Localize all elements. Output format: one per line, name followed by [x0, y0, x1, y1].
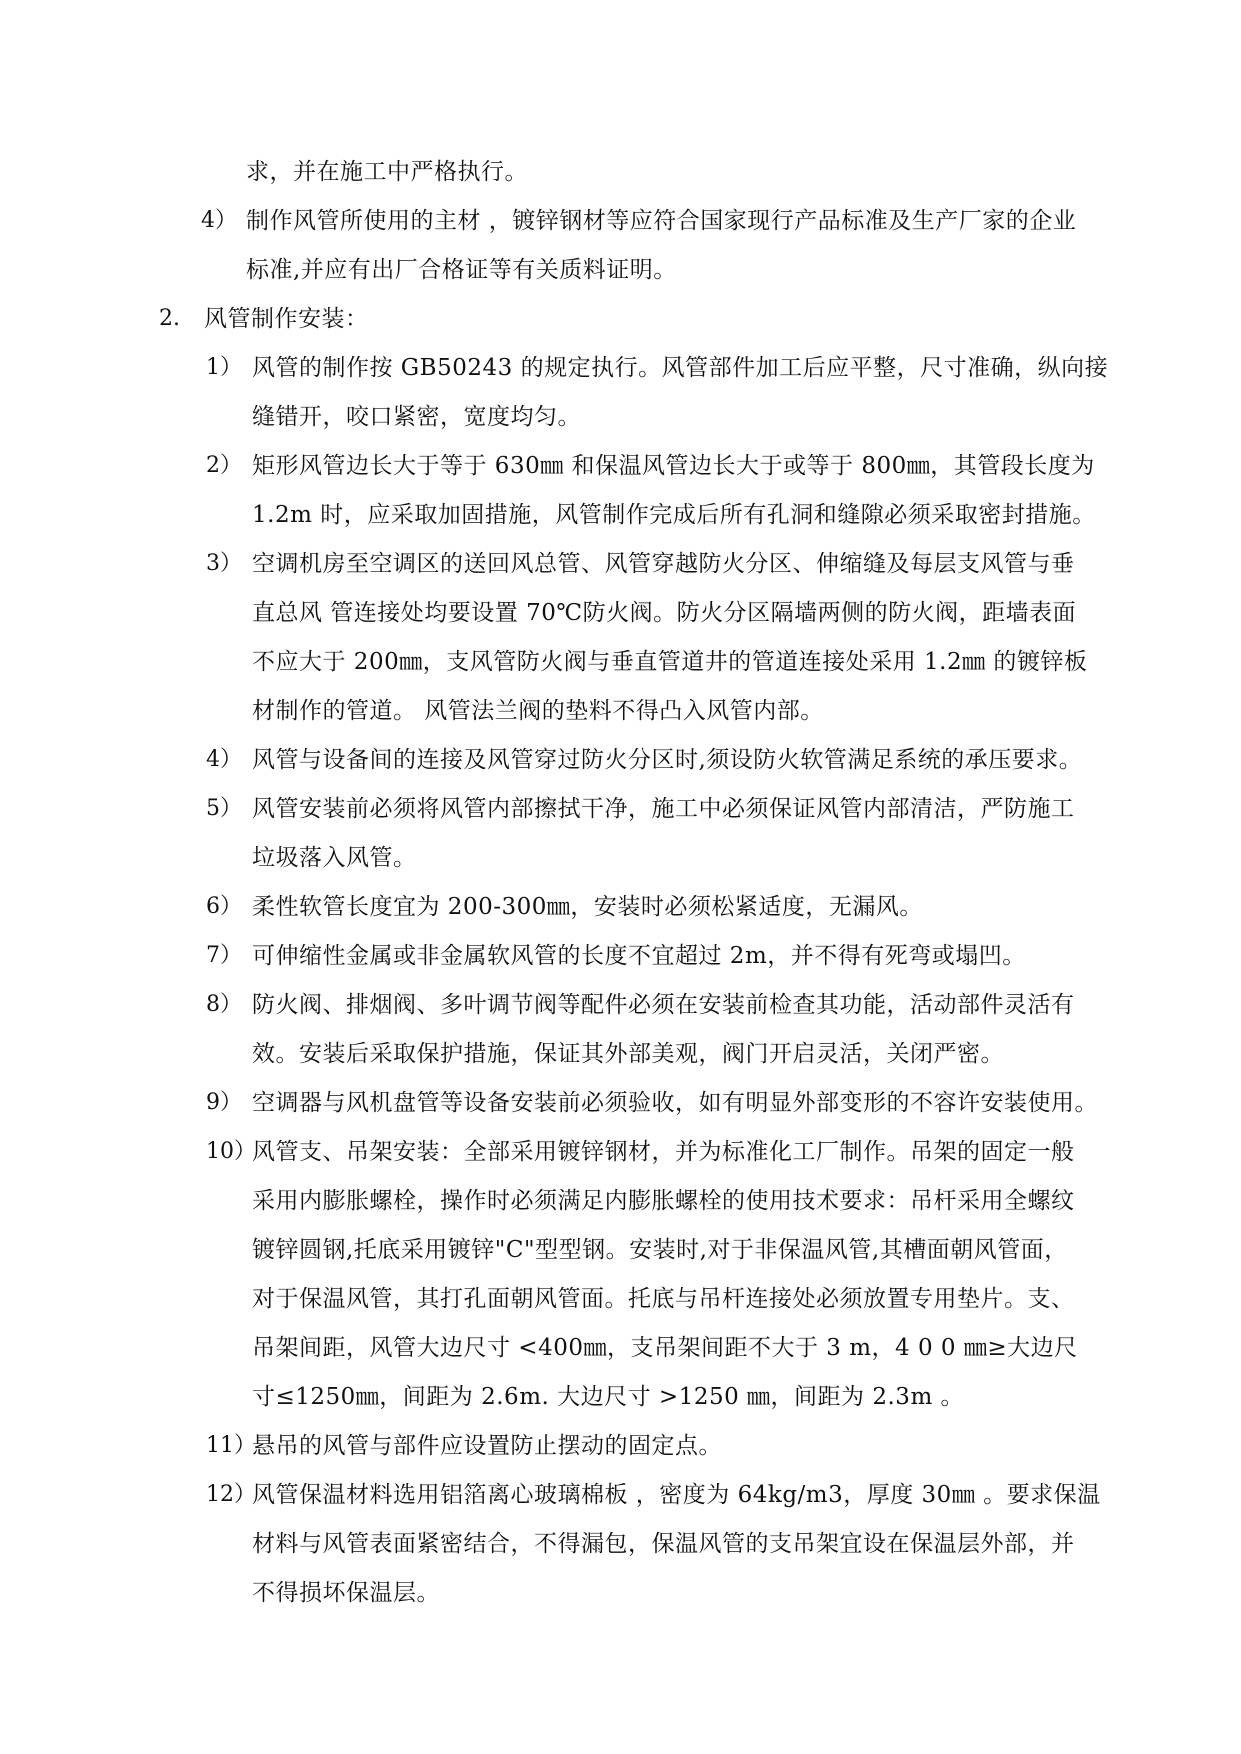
item-number: 6）	[206, 894, 242, 919]
item-line: 风管与设备间的连接及风管穿过防火分区时,须设防火软管满足系统的承压要求。	[252, 747, 1083, 773]
item-line: 风管的制作按 GB50243 的规定执行。风管部件加工后应平整，尺寸准确，纵向接	[252, 355, 1109, 381]
item-number: 2）	[206, 453, 242, 478]
section-2-title: 风管制作安装：	[204, 306, 369, 332]
item-line: 直总风 管连接处均要设置 70℃防火阀。防火分区隔墙两侧的防火阀，距墙表面	[252, 600, 1077, 626]
item-line: 缝错开，咬口紧密，宽度均匀。	[252, 404, 581, 430]
item-4-line-2: 标准,并应有出厂合格证等有关质料证明。	[246, 257, 677, 283]
item-line: 空调器与风机盘管等设备安装前必须验收，如有明显外部变形的不容许安装使用。	[252, 1090, 1098, 1116]
item-number: 1）	[206, 355, 242, 380]
item-number: 3）	[206, 551, 242, 576]
item-4-number: 4）	[201, 208, 237, 233]
item-line: 1.2m 时，应采取加固措施，风管制作完成后所有孔洞和缝隙必须采取密封措施。	[252, 502, 1096, 528]
item-number: 5）	[206, 796, 242, 821]
item-number: 12）	[206, 1482, 256, 1507]
item-line: 风管安装前必须将风管内部擦拭干净，施工中必须保证风管内部清洁，严防施工	[252, 796, 1075, 822]
item-line: 悬吊的风管与部件应设置防止摆动的固定点。	[252, 1433, 722, 1459]
item-line: 风管保温材料选用铝箔离心玻璃棉板 ，密度为 64kg/m3，厚度 30㎜ 。要求保温	[252, 1482, 1101, 1508]
item-line: 空调机房至空调区的送回风总管、风管穿越防火分区、伸缩缝及每层支风管与垂	[252, 551, 1075, 577]
item-line: 可伸缩性金属或非金属软风管的长度不宜超过 2m，并不得有死弯或塌凹。	[252, 943, 1026, 969]
item-line: 效。安装后采取保护措施，保证其外部美观，阀门开启灵活，关闭严密。	[252, 1041, 1004, 1067]
item-number: 8）	[206, 992, 242, 1017]
item-line: 采用内膨胀螺栓，操作时必须满足内膨胀螺栓的使用技术要求：吊杆采用全螺纹	[252, 1188, 1075, 1214]
continuation-text: 求，并在施工中严格执行。	[246, 159, 528, 185]
item-line: 风管支、吊架安装：全部采用镀锌钢材，并为标准化工厂制作。吊架的固定一般	[252, 1139, 1075, 1165]
item-4-line-1: 制作风管所使用的主材 ，镀锌钢材等应符合国家现行产品标准及生产厂家的企业	[246, 208, 1077, 234]
item-line: 材料与风管表面紧密结合，不得漏包，保温风管的支吊架宜设在保温层外部，并	[252, 1531, 1075, 1557]
item-number: 4）	[206, 747, 242, 772]
item-line: 柔性软管长度宜为 200-300㎜，安装时必须松紧适度，无漏风。	[252, 894, 923, 920]
item-line: 垃圾落入风管。	[252, 845, 417, 871]
item-number: 9）	[206, 1090, 242, 1115]
item-line: 对于保温风管，其打孔面朝风管面。托底与吊杆连接处必须放置专用垫片。支、	[252, 1286, 1075, 1312]
item-number: 10）	[206, 1139, 256, 1164]
item-line: 镀锌圆钢,托底采用镀锌"C"型型钢。安装时,对于非保温风管,其槽面朝风管面，	[252, 1237, 1068, 1263]
item-line: 吊架间距，风管大边尺寸 <400㎜，支吊架间距不大于 3 m，4 0 0 ㎜≥大边尺	[252, 1335, 1078, 1361]
item-number: 7）	[206, 943, 242, 968]
item-line: 防火阀、排烟阀、多叶调节阀等配件必须在安装前检查其功能，活动部件灵活有	[252, 992, 1075, 1018]
item-line: 寸≤1250㎜，间距为 2.6m. 大边尺寸 >1250 ㎜，间距为 2.3m 。	[252, 1384, 965, 1410]
item-line: 矩形风管边长大于等于 630㎜ 和保温风管边长大于或等于 800㎜，其管段长度为	[252, 453, 1095, 479]
item-line: 不得损坏保温层。	[252, 1580, 440, 1606]
item-line: 材制作的管道。 风管法兰阀的垫料不得凸入风管内部。	[252, 698, 824, 724]
item-line: 不应大于 200㎜，支风管防火阀与垂直管道井的管道连接处采用 1.2㎜ 的镀锌板	[252, 649, 1088, 675]
section-2-number: 2.	[159, 306, 180, 331]
item-number: 11）	[206, 1433, 256, 1458]
